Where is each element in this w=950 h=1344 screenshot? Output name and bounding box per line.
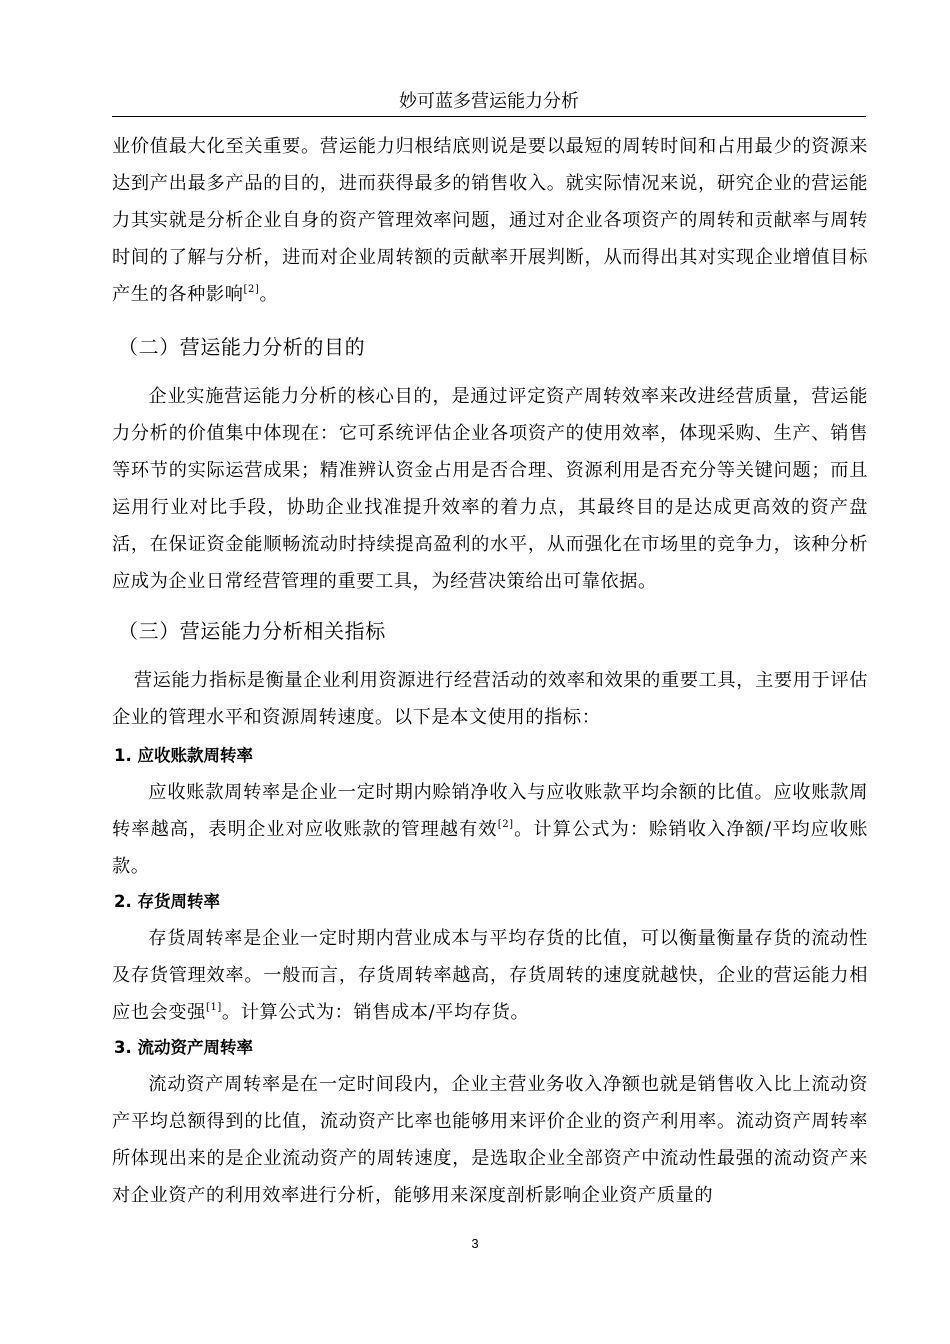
- paragraph-intro-end: 。: [259, 284, 279, 305]
- paragraph-receivables-turnover: [112, 774, 868, 885]
- receivables-text: 应收账款周转率是企业一定时期内赊销净收入与应收账款平均余额的比值。应收账款周转率越高，表明企业对应收账款的管理越有效: [112, 782, 868, 840]
- subheading-inventory-turnover: 2. 存货周转率: [114, 892, 220, 911]
- paragraph-indicators-intro: 营运能力指标是衡量企业利用资源进行经营活动的效率和效果的重要工具，主要用于评估企业的管理水平和资源周转速度。以下是本文使用的指标：: [112, 670, 868, 728]
- page-number: 3: [471, 1236, 479, 1251]
- citation: [2]: [243, 284, 260, 295]
- subheading-receivables-turnover: 1. 应收账款周转率: [114, 746, 253, 765]
- paragraph-purpose: 企业实施营运能力分析的核心目的，是通过评定资产周转效率来改进经营质量，营运能力分析的价值集中体现在：它可系统评估企业各项资产的使用效率，体现采购、生产、销售等环节的实际运营成果；精准辨认资金占用是否合理、资源利用是否充分等关键问题；而且运用行业对比手段，协助企业找准提升效率的着力点，其最终目的是达成更高效的资产盘活，在保证资金能顺畅流动时持续提高盈利的水平，从而强化在市场里的竞争力，该种分析应成为企业日常经营管理的重要工具，为经营决策给出可靠依据。: [112, 386, 868, 592]
- paragraph-intro: [112, 128, 868, 313]
- inventory-tail: 。计算公式为：销售成本/平均存货。: [221, 1002, 530, 1023]
- paragraph-inventory-turnover: [112, 920, 868, 1031]
- subheading-current-assets-turnover: 3. 流动资产周转率: [114, 1038, 253, 1057]
- section-heading-indicators: （三）营运能力分析相关指标: [118, 619, 386, 643]
- receivables-tail: 。计算公式为：赊销收入净额/平均应收账款。: [112, 819, 868, 877]
- citation: [2]: [497, 819, 514, 830]
- section-heading-purpose: （二）营运能力分析的目的: [118, 335, 366, 359]
- paragraph-intro-text: 业价值最大化至关重要。营运能力归根结底则说是要以最短的周转时间和占用最少的资源来达到产出最多产品的目的，进而获得最多的销售收入。就实际情况来说，研究企业的营运能力其实就是分析企业自身的资产管理效率问题，通过对企业各项资产的周转和贡献率与周转时间的了解与分析，进而对企业周转额的贡献率开展判断，从而得出其对实现企业增值目标产生的各种影响: [112, 136, 868, 305]
- page-header: 妙可蓝多营运能力分析: [112, 88, 866, 117]
- inventory-text: 存货周转率是企业一定时期内营业成本与平均存货的比值，可以衡量衡量存货的流动性及存货管理效率。一般而言，存货周转率越高，存货周转的速度就越快，企业的营运能力相应也会变强: [112, 928, 868, 1023]
- citation: [1]: [205, 1002, 222, 1013]
- paragraph-current-assets-turnover: 流动资产周转率是在一定时间段内，企业主营业务收入净额也就是销售收入比上流动资产平均总额得到的比值，流动资产比率也能够用来评价企业的资产利用率。流动资产周转率所体现出来的是企业流动资产的周转速度，是选取企业全部资产中流动性最强的流动资产来对企业资产的利用效率进行分析，能够用来深度剖析影响企业资产质量的: [112, 1074, 868, 1206]
